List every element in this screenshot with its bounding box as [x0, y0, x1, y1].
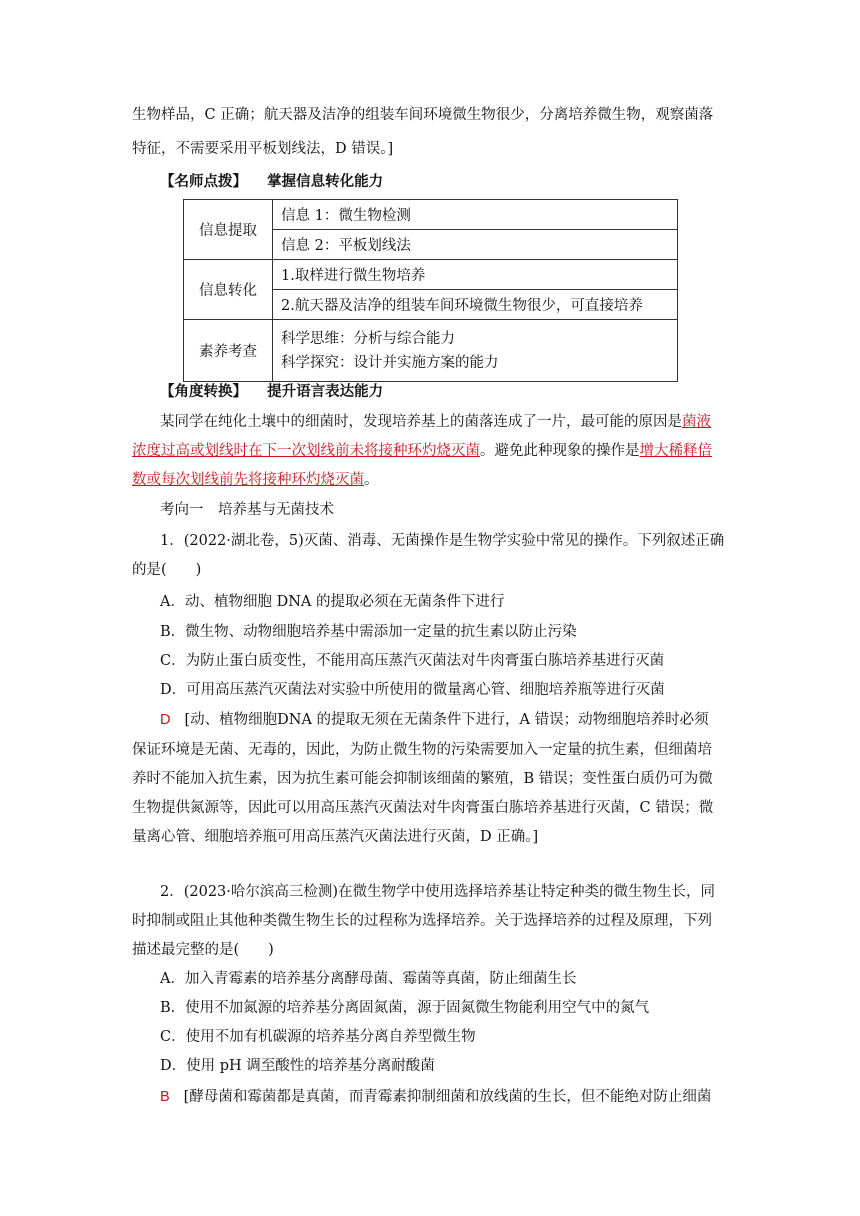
option-b: B．微生物、动物细胞培养基中需添加一定量的抗生素以防止污染 — [160, 624, 577, 640]
table-cell: 1.取样进行微生物培养 — [273, 260, 678, 290]
option-d: D．可用高压蒸汽灭菌法对实验中所使用的微量离心管、细胞培养瓶等进行灭菌 — [160, 682, 665, 698]
option-d: D．使用 pH 调至酸性的培养基分离耐酸菌 — [160, 1058, 435, 1074]
question-stem: 时抑制或阻止其他种类微生物生长的过程称为选择培养。关于选择培养的过程及原理，下列 — [132, 913, 712, 929]
answer-text: 数或每次划线前先将接种环灼烧灭菌 — [132, 472, 364, 488]
answer-letter: B — [160, 1089, 170, 1105]
answer-text: 浓度过高或划线时在下一次划线前未将接种环灼烧灭菌 — [132, 443, 480, 459]
tip-title: 掌握信息转化能力 — [267, 174, 384, 190]
info-table — [183, 199, 678, 382]
question-stem: 1．(2022·湖北卷，5)灭菌、消毒、无菌操作是生物学实验中常见的操作。下列叙述正确 — [160, 533, 725, 549]
intro-line: 生物样品，C 正确；航天器及洁净的组装车间环境微生物很少，分离培养微生物，观察菌落 — [132, 107, 714, 123]
angle-paragraph-line — [160, 412, 711, 432]
question-stem: 描述最完整的是( ) — [132, 942, 274, 958]
explanation-line — [160, 1087, 711, 1107]
paragraph-text: 某同学在纯化土壤中的细菌时，发现培养基上的菌落连成了一片，最可能的原因是 — [160, 414, 682, 430]
question-stem: 2．(2023·哈尔滨高三检测)在微生物学中使用选择培养基让特定种类的微生物生长，同 — [160, 884, 716, 900]
answer-text: 增大稀释倍 — [639, 443, 712, 459]
table-row-head: 素养考查 — [184, 320, 273, 382]
option-c: C．为防止蛋白质变性，不能用高压蒸汽灭菌法对牛肉膏蛋白胨培养基进行灭菌 — [160, 653, 665, 669]
table-cell: 信息 1：微生物检测 — [273, 200, 678, 230]
intro-line: 特征，不需要采用平板划线法，D 错误。] — [132, 141, 394, 157]
explanation-text: [动、植物细胞DNA 的提取无须在无菌条件下进行，A 错误；动物细胞培养时必须 — [184, 712, 709, 728]
option-b: B．使用不加氮源的培养基分离固氮菌，源于固氮微生物能利用空气中的氮气 — [160, 1000, 650, 1016]
answer-text: 菌液 — [682, 414, 711, 430]
option-c: C．使用不加有机碳源的培养基分离自养型微生物 — [160, 1029, 476, 1045]
explanation-line: 保证环境是无菌、无毒的，因此，为防止微生物的污染需要加入一定量的抗生素，但细菌培 — [132, 742, 712, 758]
table-subline: 科学思维：分析与综合能力 — [281, 330, 455, 347]
paragraph-text: 。 — [364, 472, 379, 488]
answer-letter: D — [160, 712, 171, 728]
option-a: A．加入青霉素的培养基分离酵母菌、霉菌等真菌，防止细菌生长 — [160, 971, 577, 987]
table-cell: 信息 2：平板划线法 — [273, 230, 678, 260]
explanation-line: 生物提供氮源等，因此可以用高压蒸汽灭菌法对牛肉膏蛋白胨培养基进行灭菌，C 错误；微 — [132, 800, 714, 816]
angle-tag: 【角度转换】 — [160, 384, 247, 400]
section-heading: 考向一 培养基与无菌技术 — [160, 502, 334, 518]
explanation-text: [酵母菌和霉菌都是真菌，而青霉素抑制细菌和放线菌的生长，但不能绝对防止细菌 — [183, 1089, 712, 1105]
table-row-head: 信息转化 — [184, 260, 273, 320]
angle-paragraph-line — [132, 441, 712, 461]
tip-tag: 【名师点拨】 — [160, 174, 247, 190]
table-subline: 科学探究：设计并实施方案的能力 — [281, 354, 499, 371]
tip-heading — [160, 172, 383, 192]
option-a: A．动、植物细胞 DNA 的提取必须在无菌条件下进行 — [160, 594, 505, 610]
angle-title: 提升语言表达能力 — [267, 384, 384, 400]
explanation-line: 量离心管、细胞培养瓶可用高压蒸汽灭菌法进行灭菌，D 正确。] — [132, 829, 539, 845]
table-row-head: 信息提取 — [184, 200, 273, 260]
paragraph-text: 。避免此种现象的操作是 — [480, 443, 640, 459]
explanation-line: 养时不能加入抗生素，因为抗生素可能会抑制该细菌的繁殖，B 错误；变性蛋白质仍可为微 — [132, 771, 713, 787]
explanation-line — [160, 710, 709, 730]
table-cell: 2.航天器及洁净的组装车间环境微生物很少，可直接培养 — [273, 290, 678, 320]
question-stem: 的是( ) — [132, 562, 202, 578]
angle-paragraph-line — [132, 470, 379, 490]
table-cell — [273, 320, 678, 382]
angle-heading — [160, 382, 383, 402]
